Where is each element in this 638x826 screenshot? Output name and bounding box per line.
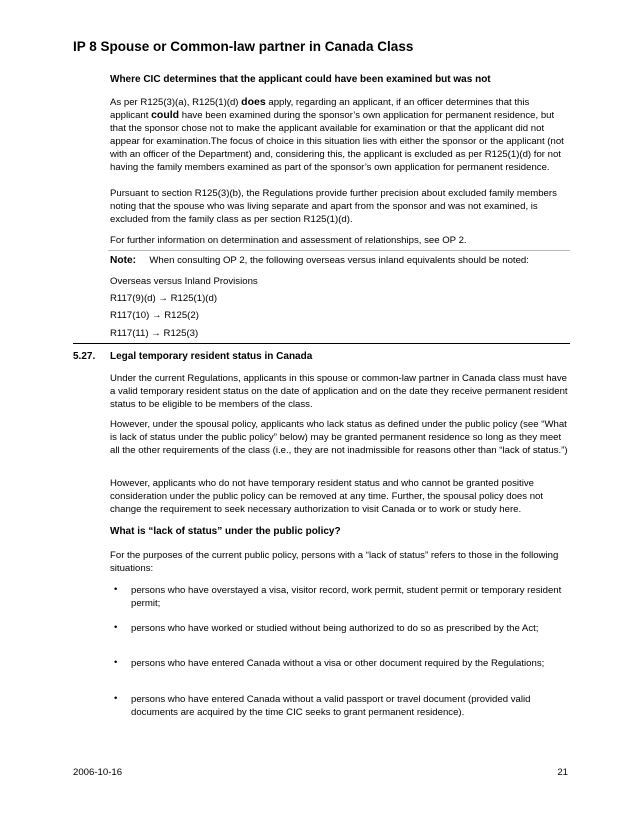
bullet-icon: • xyxy=(114,657,118,668)
equivalent-row xyxy=(110,309,199,322)
bullet-icon: • xyxy=(114,622,118,633)
section-title: Legal temporary resident status in Canada xyxy=(110,351,313,362)
emphasis-does: does xyxy=(241,96,266,108)
equivalent-to: R125(2) xyxy=(164,310,199,321)
section-heading-examined: Where CIC determines that the applicant could have been examined but was not xyxy=(110,74,491,85)
footer-date: 2006-10-16 xyxy=(73,767,123,778)
list-item: persons who have entered Canada without a visa or other document required by the Regulations; xyxy=(131,658,545,669)
arrow-right-icon: → xyxy=(151,328,161,339)
subheading-lack-of-status: What is “lack of status” under the public policy? xyxy=(110,526,341,537)
divider xyxy=(73,343,570,344)
note-label: Note: xyxy=(110,255,137,266)
paragraph-r125-3b: Pursuant to section R125(3)(b), the Regulations provide further precision about excluded family members noting that the spouse who was living separate and apart from the sponsor and was not examined, is excluded from the family class as per section R125(1)(d). xyxy=(110,188,557,225)
emphasis-could: could xyxy=(151,109,180,121)
paragraph-spousal-policy: However, under the spousal policy, applicants who lack status as defined under the public policy (see “What is lack of status under the public policy” below) may be granted permanent residence so long as they meet all the other requirements of the class (i.e., they are not inadmissible for reasons other than “lack of status.”) xyxy=(110,419,568,456)
text-part: apply, regarding an applicant, if an officer determines that this applicant xyxy=(110,97,530,121)
page-number: 21 xyxy=(557,767,568,778)
paragraph-further-info: For further information on determination and assessment of relationships, see OP 2. xyxy=(110,235,467,246)
equivalent-from: R117(9)(d) xyxy=(110,293,156,304)
text-part: As per R125(3)(a), R125(1)(d) xyxy=(110,97,242,108)
list-item: persons who have overstayed a visa, visitor record, work permit, student permit or temporary resident permit; xyxy=(131,585,562,609)
paragraph-r125-exclusion xyxy=(110,96,570,174)
list-item: persons who have entered Canada without a valid passport or travel document (provided valid documents are acquired by the time CIC seeks to grant permanent residence). xyxy=(131,694,531,718)
note-line xyxy=(110,254,529,267)
note-subtitle: Overseas versus Inland Provisions xyxy=(110,276,258,287)
equivalent-row xyxy=(110,327,198,340)
bullet-icon: • xyxy=(114,693,118,704)
section-number: 5.27. xyxy=(73,351,96,362)
divider xyxy=(108,250,570,251)
paragraph-current-regulations: Under the current Regulations, applicants in this spouse or common-law partner in Canada class must have a valid temporary resident status on the date of application and on the date they receive permanent resident status to be eligible to be members of the class. xyxy=(110,373,568,410)
text-part: have been examined during the sponsor’s own application for permanent residence, but that the sponsor chose not to make the applicant available for examination or that the applicant did not appear for examination.The focus of choice in this situation lies with either the sponsor or the applicant (not with an officer of the Department) and, considering this, the applicant is excluded as per R125(1)(d) for not having the family members examined as part of the sponsor’s own application for permanent residence. xyxy=(110,110,564,173)
paragraph-removal: However, applicants who do not have temporary resident status and who cannot be granted positive consideration under the public policy can be removed at any time. Further, the spousal policy does not change the requirement to seek necessary authorization to visit Canada or to work or study here. xyxy=(110,478,544,515)
paragraph-purposes: For the purposes of the current public policy, persons with a “lack of status” refers to those in the following situations: xyxy=(110,550,559,574)
equivalent-from: R117(11) xyxy=(110,328,149,339)
note-text: When consulting OP 2, the following overseas versus inland equivalents should be noted: xyxy=(149,255,529,266)
equivalent-to: R125(3) xyxy=(163,328,199,339)
list-item: persons who have worked or studied without being authorized to do so as prescribed by the Act; xyxy=(131,623,539,634)
page-header-title: IP 8 Spouse or Common-law partner in Canada Class xyxy=(73,39,414,54)
equivalent-to: R125(1)(d) xyxy=(170,293,218,304)
arrow-right-icon: → xyxy=(151,310,162,321)
bullet-icon: • xyxy=(114,584,118,595)
arrow-right-icon: → xyxy=(158,293,168,304)
equivalent-from: R117(10) xyxy=(110,310,150,321)
equivalent-row xyxy=(110,292,217,305)
